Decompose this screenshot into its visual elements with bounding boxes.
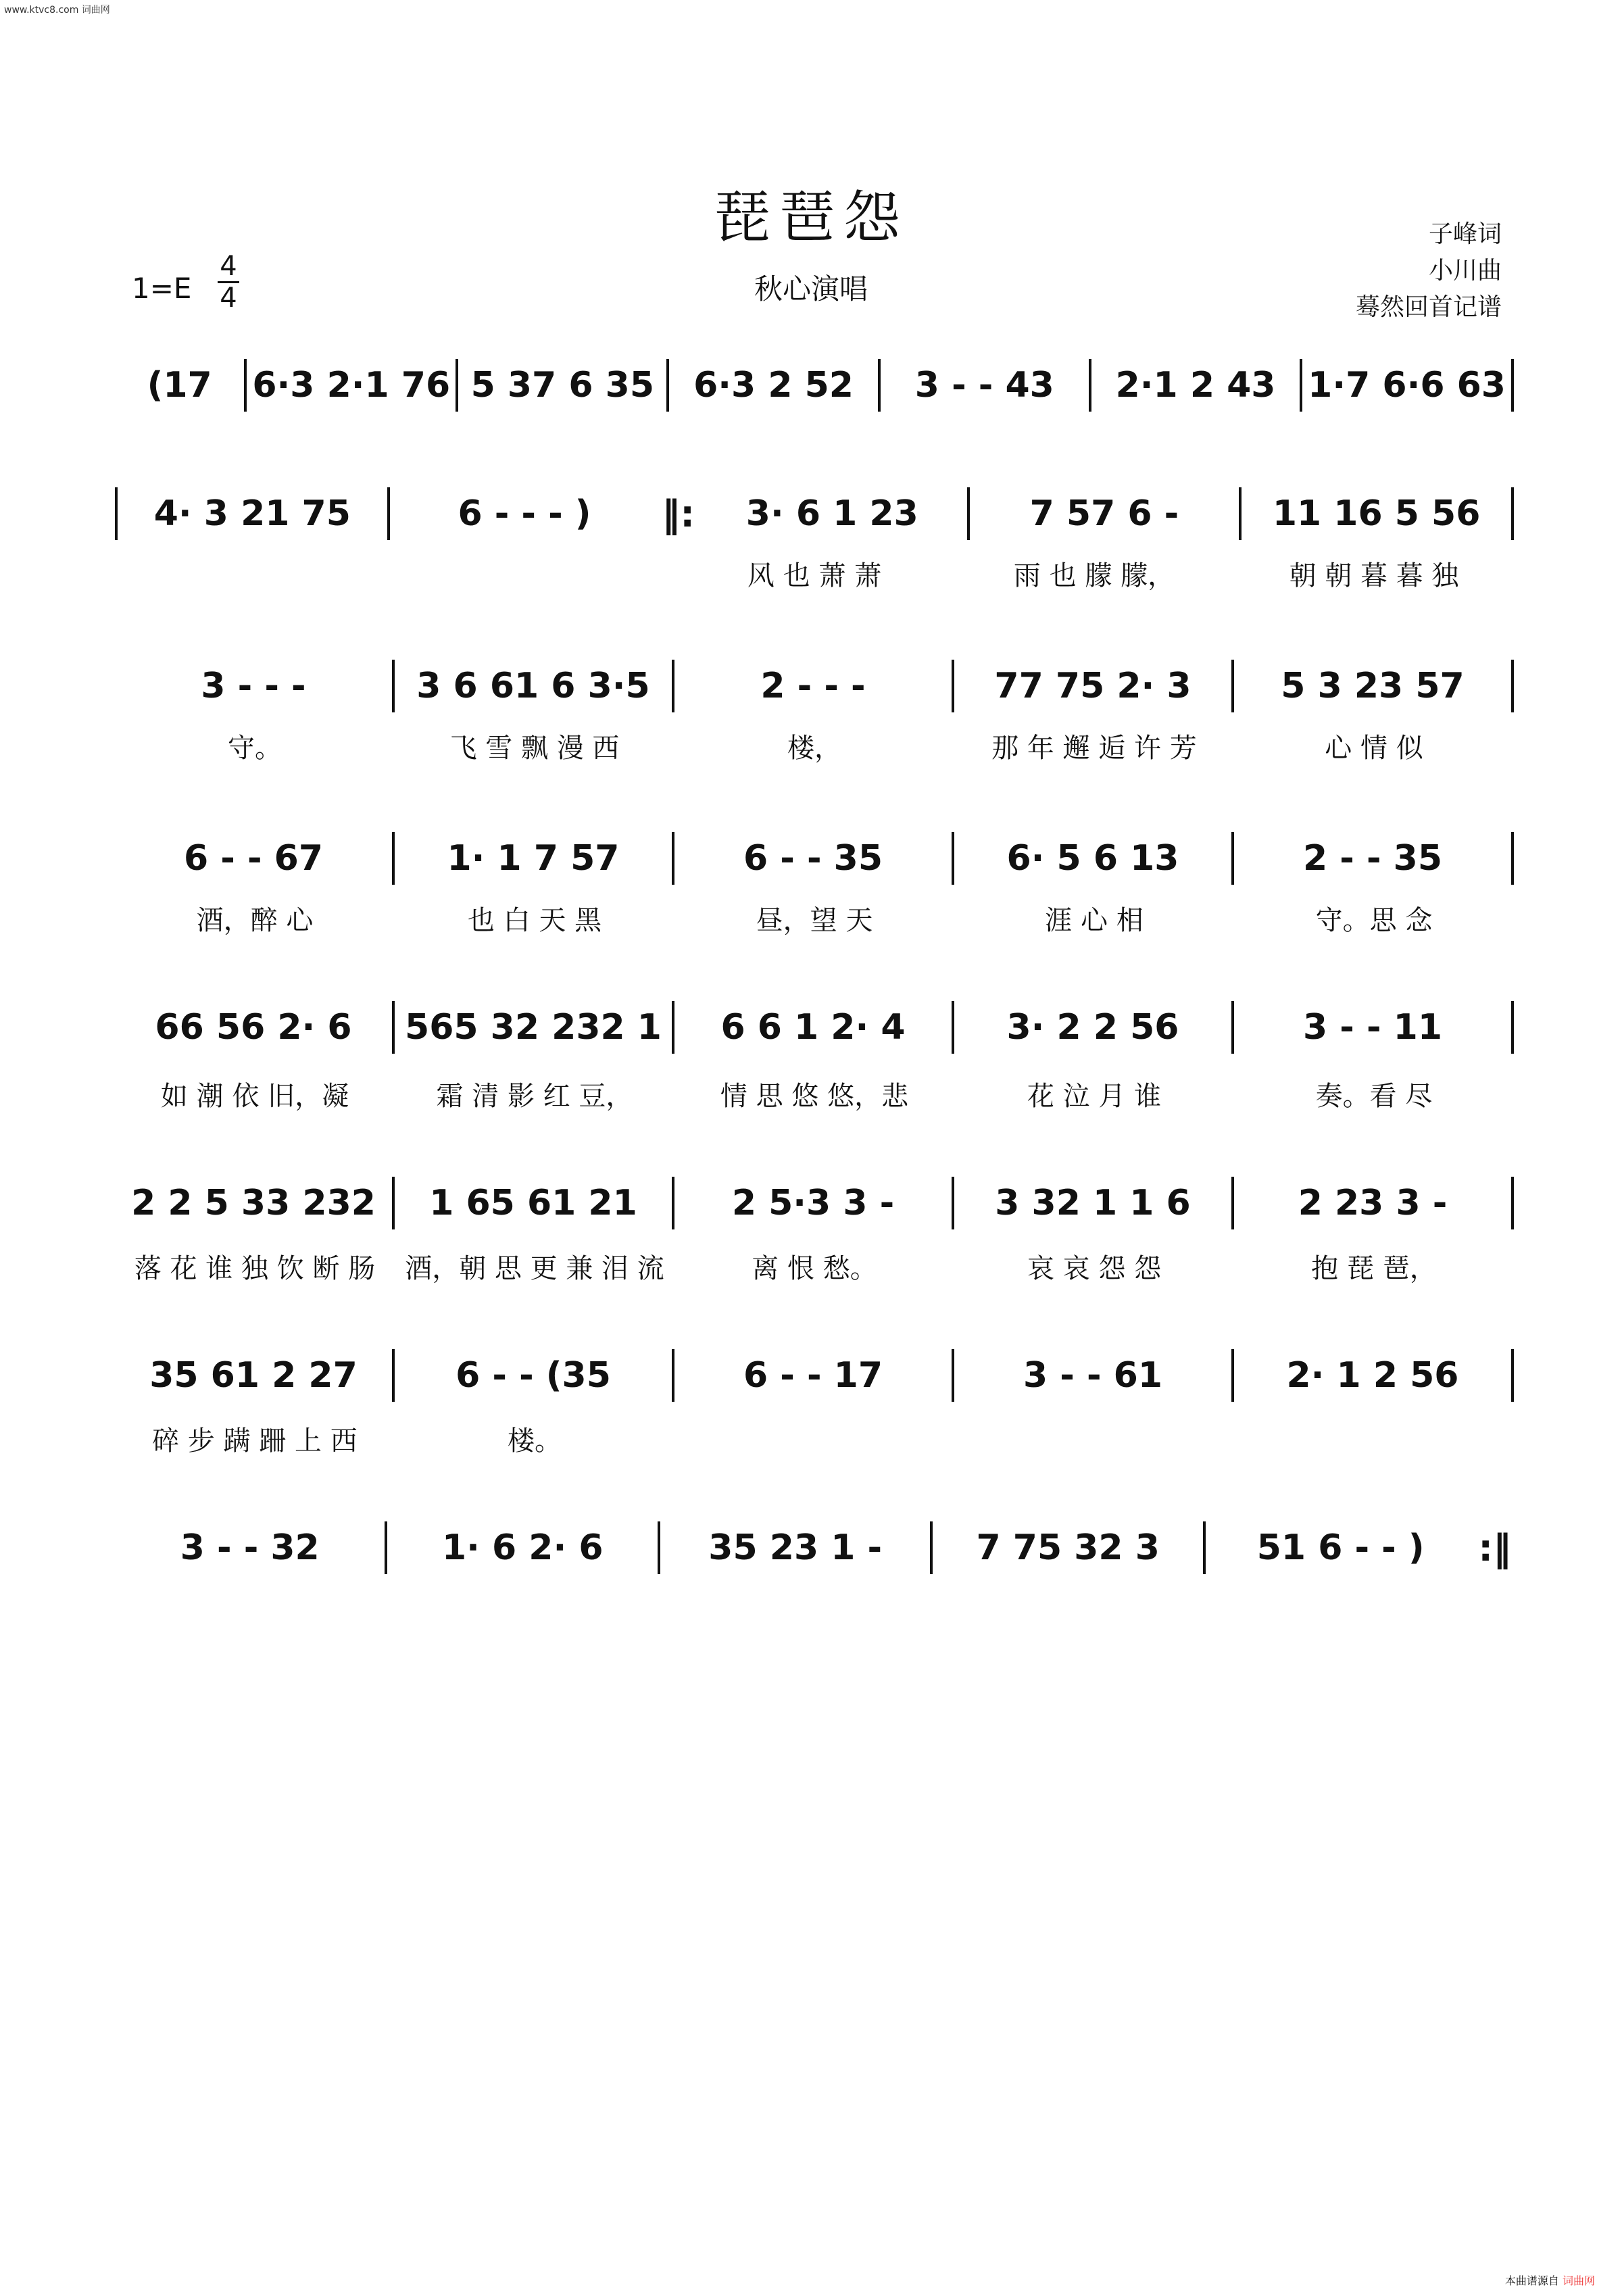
lyricist-credit: 子峰词 bbox=[1428, 220, 1502, 248]
time-signature-bottom: 4 bbox=[220, 283, 237, 314]
key-signature: 1=E bbox=[132, 272, 192, 305]
measure: 6 - - 35 bbox=[743, 838, 883, 879]
lyric-measure: 花 泣 月 谁 bbox=[1027, 1081, 1162, 1112]
measure: 6 6 1 2· 4 bbox=[720, 1007, 906, 1048]
score-row-4 bbox=[115, 825, 1514, 892]
measure: 6 - - 67 bbox=[183, 838, 324, 879]
measure: 2 - - - bbox=[760, 666, 866, 706]
lyrics-row-2 bbox=[115, 554, 1514, 593]
measure: 6·3 2·1 76 bbox=[252, 365, 451, 406]
transcriber-credit: 蓦然回首记谱 bbox=[1355, 293, 1502, 321]
lyric-measure bbox=[674, 1419, 954, 1458]
composer-credit: 小川曲 bbox=[1428, 257, 1502, 285]
lyric-measure: 守。思 念 bbox=[1315, 905, 1433, 936]
measure: 6 - - 17 bbox=[743, 1355, 883, 1396]
score-row-3 bbox=[115, 652, 1514, 720]
score-row-7 bbox=[115, 1342, 1514, 1409]
lyric-measure: 霜 清 影 红 豆， bbox=[436, 1081, 633, 1112]
measure: 35 61 2 27 bbox=[149, 1355, 358, 1396]
lyric-measure: 雨 也 朦 朦， bbox=[1013, 560, 1175, 591]
lyric-measure: 情 思 悠 悠，悲 bbox=[720, 1081, 909, 1112]
measure: 77 75 2· 3 bbox=[994, 666, 1191, 706]
score-row-1 bbox=[115, 351, 1514, 419]
measure: 2 2 5 33 232 bbox=[131, 1183, 376, 1223]
measure: 6 - - (35 bbox=[456, 1355, 611, 1396]
lyric-measure: 那 年 邂 逅 许 芳 bbox=[991, 733, 1197, 764]
lyrics-row-3 bbox=[115, 727, 1514, 765]
time-signature bbox=[215, 251, 242, 313]
score-row-6 bbox=[115, 1169, 1514, 1237]
lyric-measure: 楼， bbox=[787, 733, 841, 764]
lyric-measure bbox=[1234, 1419, 1514, 1458]
lyric-measure: 昼，望 天 bbox=[756, 905, 873, 936]
lyric-measure: 朝 朝 暮 暮 独 bbox=[1289, 560, 1459, 591]
measure: 1· 1 7 57 bbox=[447, 838, 620, 879]
lyrics-row-6 bbox=[115, 1247, 1514, 1286]
lyrics-row-4 bbox=[115, 899, 1514, 937]
measure: 3· 2 2 56 bbox=[1006, 1007, 1179, 1048]
repeat-start-sign: ‖: bbox=[662, 492, 695, 535]
lyric-measure: 涯 心 相 bbox=[1045, 905, 1144, 936]
lyric-measure: 守。 bbox=[228, 733, 282, 764]
measure: (17 bbox=[147, 365, 212, 406]
lyric-measure: 奏。看 尽 bbox=[1315, 1081, 1433, 1112]
credits bbox=[1356, 216, 1502, 326]
measure: 3 - - 11 bbox=[1302, 1007, 1443, 1048]
measure: 1·7 6·6 63 bbox=[1308, 365, 1506, 406]
measure: 5 3 23 57 bbox=[1281, 666, 1465, 706]
measure: 3 32 1 1 6 bbox=[995, 1183, 1191, 1223]
lyric-measure bbox=[954, 1419, 1234, 1458]
score-row-8 bbox=[115, 1514, 1514, 1582]
score-row-5 bbox=[115, 994, 1514, 1061]
measure: 3· 6 1 23 bbox=[745, 493, 918, 534]
bar-line bbox=[1511, 359, 1514, 412]
measure: 6 - - - ) bbox=[458, 493, 591, 534]
lyric-measure: 飞 雪 飘 漫 西 bbox=[449, 733, 620, 764]
measure: 6·3 2 52 bbox=[693, 365, 854, 406]
measure: 11 16 5 56 bbox=[1272, 493, 1481, 534]
lyric-measure: 楼。 bbox=[508, 1425, 562, 1457]
lyric-measure: 酒，朝 思 更 兼 泪 流 bbox=[405, 1253, 664, 1284]
score-row-2 bbox=[115, 480, 1514, 547]
bar-line bbox=[1511, 832, 1514, 885]
lyric-measure: 心 情 似 bbox=[1325, 733, 1423, 764]
measure: 2 5·3 3 - bbox=[731, 1183, 895, 1223]
repeat-end-sign: :‖ bbox=[1478, 1526, 1512, 1569]
lyric-measure bbox=[395, 554, 674, 593]
lyric-measure: 风 也 萧 萧 bbox=[747, 560, 882, 591]
footer-site: 词曲网 bbox=[1562, 2274, 1595, 2287]
measure: 3 6 61 6 3·5 bbox=[416, 666, 650, 706]
bar-line bbox=[1511, 660, 1514, 712]
footer-text: 本曲谱源自 bbox=[1504, 2274, 1559, 2287]
measure: 4· 3 21 75 bbox=[153, 493, 351, 534]
measure: 2·1 2 43 bbox=[1115, 365, 1276, 406]
lyrics-row-7 bbox=[115, 1419, 1514, 1458]
measure: 2· 1 2 56 bbox=[1286, 1355, 1459, 1396]
bar-line bbox=[1511, 1349, 1514, 1402]
lyric-measure: 如 潮 依 旧，凝 bbox=[160, 1081, 349, 1112]
lyrics-row-5 bbox=[115, 1075, 1514, 1113]
lyric-measure: 抱 琵 琶， bbox=[1311, 1253, 1437, 1284]
bar-line bbox=[1511, 1001, 1514, 1054]
measure: 3 - - - bbox=[201, 666, 306, 706]
lyric-measure: 落 花 谁 独 饮 断 肠 bbox=[134, 1253, 376, 1284]
watermark-text: www.ktvc8.com 词曲网 bbox=[4, 5, 110, 16]
footer-source bbox=[1505, 2272, 1595, 2288]
measure: 565 32 232 1 bbox=[405, 1007, 662, 1048]
lyric-measure: 也 白 天 黑 bbox=[467, 905, 602, 936]
bar-line bbox=[1511, 487, 1514, 540]
measure: 7 57 6 - bbox=[1029, 493, 1179, 534]
measure: 3 - - 32 bbox=[180, 1528, 320, 1568]
measure: 3 - - 61 bbox=[1023, 1355, 1163, 1396]
bar-line bbox=[1511, 1177, 1514, 1229]
measure: 35 23 1 - bbox=[708, 1528, 883, 1568]
measure: 2 - - 35 bbox=[1302, 838, 1443, 879]
lyric-measure: 碎 步 蹒 跚 上 西 bbox=[152, 1425, 358, 1457]
song-title: 琵琶怨 bbox=[713, 185, 908, 251]
lyric-measure: 离 恨 愁。 bbox=[752, 1253, 877, 1284]
measure: 2 23 3 - bbox=[1298, 1183, 1448, 1223]
measure: 5 37 6 35 bbox=[470, 365, 654, 406]
measure: 66 56 2· 6 bbox=[155, 1007, 352, 1048]
measure: 51 6 - - ) bbox=[1256, 1528, 1425, 1568]
lyric-measure bbox=[115, 554, 395, 593]
measure: 3 - - 43 bbox=[914, 365, 1054, 406]
lyric-measure: 酒，醉 心 bbox=[196, 905, 314, 936]
measure: 7 75 32 3 bbox=[976, 1528, 1160, 1568]
measure: 1 65 61 21 bbox=[429, 1183, 637, 1223]
measure: 6· 5 6 13 bbox=[1006, 838, 1179, 879]
time-signature-top: 4 bbox=[220, 251, 237, 282]
singer-line: 秋心演唱 bbox=[754, 272, 868, 306]
measure: 1· 6 2· 6 bbox=[441, 1528, 604, 1568]
lyric-measure: 哀 哀 怨 怨 bbox=[1027, 1253, 1162, 1284]
